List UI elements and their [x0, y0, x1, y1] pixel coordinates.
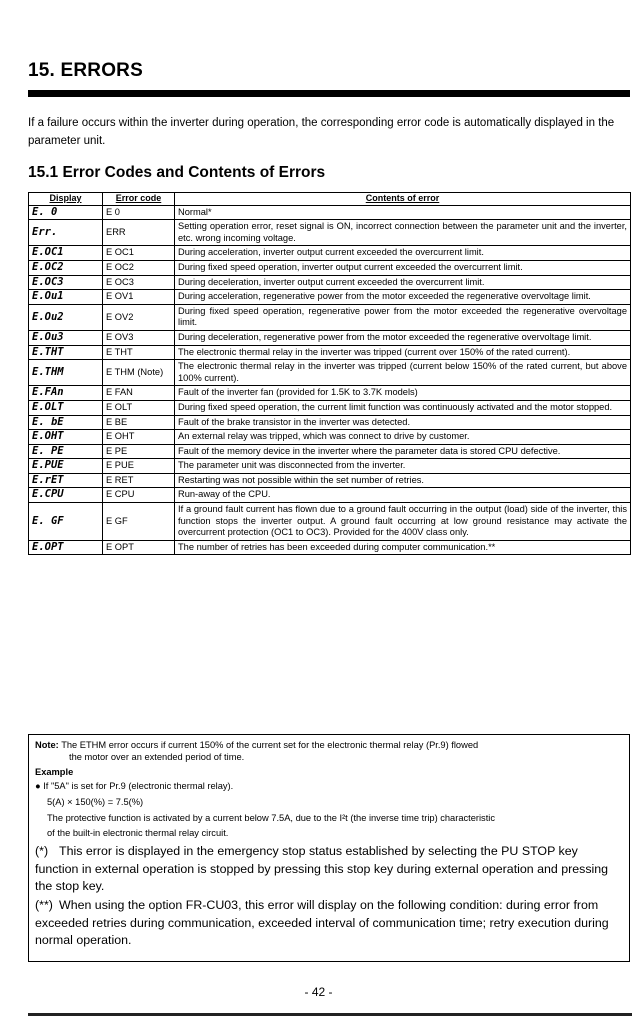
- contents-cell: During fixed speed operation, inverter output current exceeded the overcurrent limit.: [175, 260, 631, 275]
- table-row: [29, 260, 631, 275]
- table-row: [29, 220, 631, 246]
- contents-cell: The electronic thermal relay in the inverter was tripped (current over 150% of the rated current).: [175, 345, 631, 360]
- contents-cell: Fault of the inverter fan (provided for 1.5K to 3.7K models): [175, 386, 631, 401]
- table-header-row: [29, 193, 631, 206]
- contents-cell: The electronic thermal relay in the inverter was tripped (current below 150% of the rated current, but above 100% current).: [175, 360, 631, 386]
- error-code-cell: E OHT: [103, 430, 175, 445]
- table-row: [29, 444, 631, 459]
- header-contents: Contents of error: [175, 193, 631, 206]
- error-code-cell: E 0: [103, 205, 175, 220]
- table-row: [29, 205, 631, 220]
- contents-cell: During deceleration, inverter output current exceeded the overcurrent limit.: [175, 275, 631, 290]
- display-cell: E.PUE: [29, 459, 103, 474]
- header-display: Display: [29, 193, 103, 206]
- table-row: [29, 386, 631, 401]
- display-cell: E.FAn: [29, 386, 103, 401]
- error-code-cell: E FAN: [103, 386, 175, 401]
- example-line: of the built-in electronic thermal relay circuit.: [47, 828, 229, 838]
- contents-cell: Setting operation error, reset signal is ON, incorrect connection between the parameter unit and the inverter, etc. wrong incoming voltage.: [175, 220, 631, 246]
- intro-paragraph: If a failure occurs within the inverter during operation, the corresponding error code is automatically displayed in the parameter unit.: [28, 117, 615, 147]
- footnote-double-star: (**) When using the option FR-CU03, this error will display on the following condition: during error from exceeded retries during communication, exceeded interval of communication time; retry execution during normal operation.: [35, 898, 609, 947]
- error-code-cell: E OLT: [103, 400, 175, 415]
- display-cell: E. GF: [29, 503, 103, 541]
- section-title: 15. ERRORS: [28, 60, 143, 81]
- table-row: [29, 459, 631, 474]
- page-number: - 42 -: [304, 985, 333, 999]
- table-row: [29, 430, 631, 445]
- error-code-cell: E OC3: [103, 275, 175, 290]
- table-row: [29, 503, 631, 541]
- footnote-star: (*) This error is displayed in the emergency stop status established by selecting the PU STOP key function in external operation is stopped by pressing this stop key during external operation and pressing the stop key.: [35, 844, 609, 893]
- contents-cell: The parameter unit was disconnected from the inverter.: [175, 459, 631, 474]
- error-code-cell: E GF: [103, 503, 175, 541]
- table-row: [29, 400, 631, 415]
- contents-cell: During acceleration, inverter output current exceeded the overcurrent limit.: [175, 246, 631, 261]
- display-cell: E. PE: [29, 444, 103, 459]
- table-row: [29, 360, 631, 386]
- note-line-continued: the motor over an extended period of time.: [69, 752, 245, 762]
- table-row: [29, 275, 631, 290]
- contents-cell: An external relay was tripped, which was connect to drive by customer.: [175, 430, 631, 445]
- error-code-cell: E OC2: [103, 260, 175, 275]
- error-codes-table: [28, 192, 631, 555]
- display-cell: E.OHT: [29, 430, 103, 445]
- display-cell: E.rET: [29, 473, 103, 488]
- display-cell: E.OC1: [29, 246, 103, 261]
- display-cell: E.THT: [29, 345, 103, 360]
- table-row: [29, 473, 631, 488]
- table-row: [29, 345, 631, 360]
- error-code-cell: ERR: [103, 220, 175, 246]
- title-rule: [28, 90, 630, 97]
- table-row: [29, 540, 631, 555]
- display-cell: E.OPT: [29, 540, 103, 555]
- error-code-cell: E PUE: [103, 459, 175, 474]
- table-row: [29, 488, 631, 503]
- table-body: [29, 205, 631, 555]
- display-cell: E.Ou3: [29, 330, 103, 345]
- display-cell: E.Ou1: [29, 290, 103, 305]
- display-cell: Err.: [29, 220, 103, 246]
- example-label: Example: [35, 767, 74, 777]
- contents-cell: During acceleration, regenerative power from the motor exceeded the regenerative overvoltage limit.: [175, 290, 631, 305]
- table-row: [29, 330, 631, 345]
- contents-cell: During deceleration, regenerative power from the motor exceeded the regenerative overvoltage limit.: [175, 330, 631, 345]
- contents-cell: Fault of the memory device in the inverter where the parameter data is stored CPU defective.: [175, 444, 631, 459]
- table-row: [29, 246, 631, 261]
- example-line: The protective function is activated by a current below 7.5A, due to the I²t (the inverse time trip) characteristic: [47, 813, 496, 823]
- error-code-cell: E CPU: [103, 488, 175, 503]
- example-formula: 5(A) × 150(%) = 7.5(%): [47, 797, 144, 807]
- notes-box: [28, 734, 630, 962]
- display-cell: E.OC2: [29, 260, 103, 275]
- error-code-cell: E OV3: [103, 330, 175, 345]
- error-code-cell: E OC1: [103, 246, 175, 261]
- table-row: [29, 415, 631, 430]
- header-error-code: Error code: [103, 193, 175, 206]
- display-cell: E.OLT: [29, 400, 103, 415]
- error-code-cell: E THM (Note): [103, 360, 175, 386]
- contents-cell: Normal*: [175, 205, 631, 220]
- contents-cell: Run-away of the CPU.: [175, 488, 631, 503]
- example-line: ● If "5A" is set for Pr.9 (electronic thermal relay).: [35, 781, 234, 791]
- display-cell: E.OC3: [29, 275, 103, 290]
- display-cell: E.CPU: [29, 488, 103, 503]
- display-cell: E. 0: [29, 205, 103, 220]
- contents-cell: If a ground fault current has flown due to a ground fault occurring in the output (load) side of the inverter, this function stops the inverter output. A ground fault occurring at low ground resistance may activate the overcurrent protection (OC1 to OC3). Provided for the 400V class only.: [175, 503, 631, 541]
- error-code-cell: E PE: [103, 444, 175, 459]
- contents-cell: The number of retries has been exceeded during computer communication.**: [175, 540, 631, 555]
- error-code-cell: E BE: [103, 415, 175, 430]
- error-code-cell: E OV2: [103, 304, 175, 330]
- error-code-cell: E RET: [103, 473, 175, 488]
- display-cell: E. bE: [29, 415, 103, 430]
- contents-cell: Fault of the brake transistor in the inverter was detected.: [175, 415, 631, 430]
- table-row: [29, 304, 631, 330]
- error-code-cell: E THT: [103, 345, 175, 360]
- contents-cell: Restarting was not possible within the set number of retries.: [175, 473, 631, 488]
- contents-cell: During fixed speed operation, the current limit function was continuously activated and the motor stopped.: [175, 400, 631, 415]
- bottom-rule: [28, 1013, 632, 1016]
- contents-cell: During fixed speed operation, regenerative power from the motor exceeded the regenerative overvoltage limit.: [175, 304, 631, 330]
- error-code-cell: E OPT: [103, 540, 175, 555]
- display-cell: E.THM: [29, 360, 103, 386]
- error-code-cell: E OV1: [103, 290, 175, 305]
- display-cell: E.Ou2: [29, 304, 103, 330]
- table-row: [29, 290, 631, 305]
- subsection-title: 15.1 Error Codes and Contents of Errors: [28, 164, 326, 181]
- note-line: Note: The ETHM error occurs if current 150% of the current set for the electronic thermal relay (Pr.9) flowed: [35, 740, 479, 750]
